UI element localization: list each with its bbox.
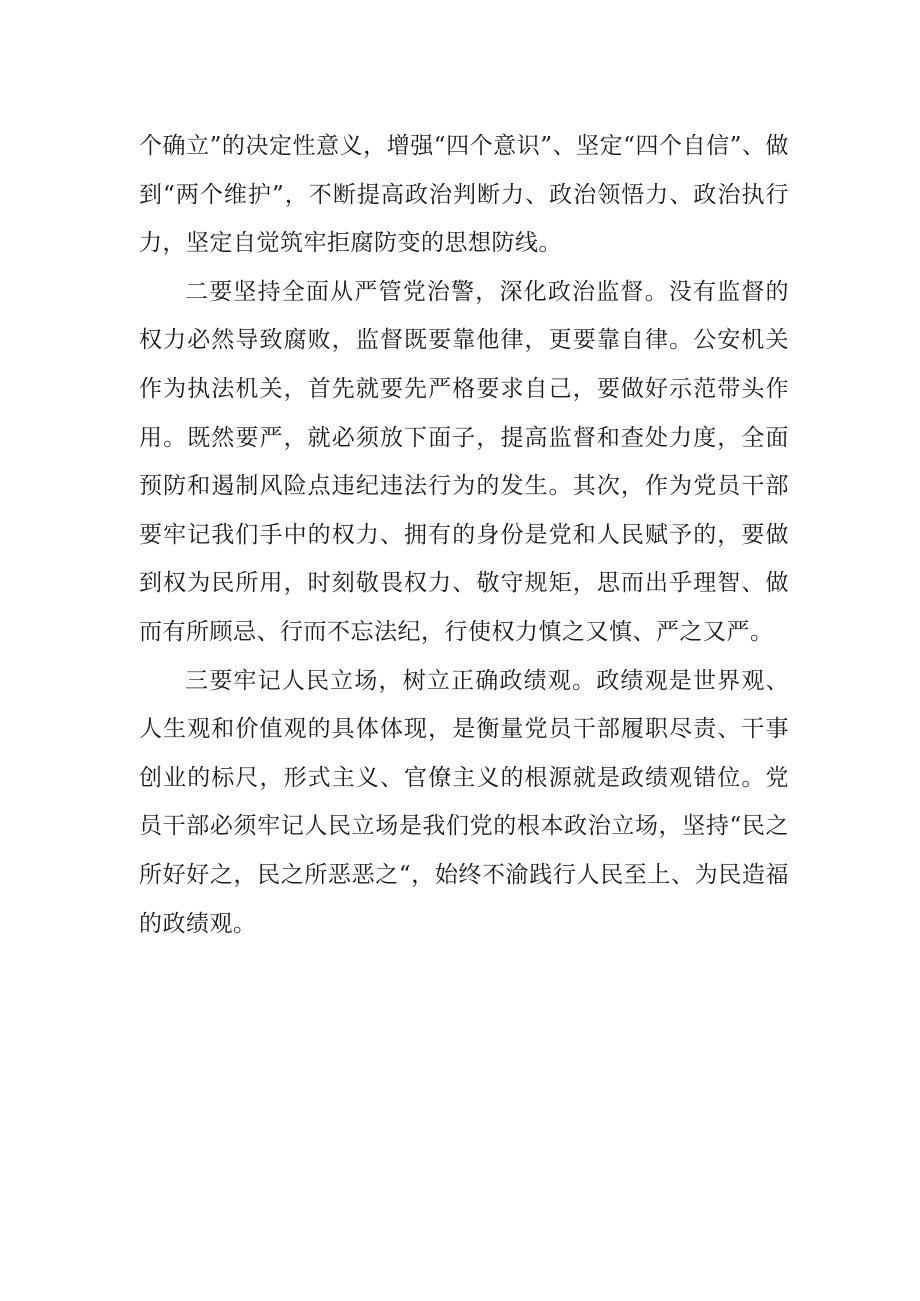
paragraph-continuation: 个确立”的决定性意义，增强“四个意识”、坚定“四个自信”、做到“两个维护”，不断提高政治判断力、政治领悟力、政治执行力，坚定自觉筑牢拒腐防变的思想防线。: [139, 133, 789, 257]
paragraph-supervision: 二要坚持全面从严管党治警，深化政治监督。没有监督的权力必然导致腐败，监督既要靠他律，更要靠自律。公安机关作为执法机关，首先就要先严格要求自己，要做好示范带头作用。既然要严，就必须放下面子，提高监督和查处力度，全面预防和遏制风险点违纪违法行为的发生。其次，作为党员干部要牢记我们手中的权力、拥有的身份是党和人民赋予的，要做到权为民所用，时刻敬畏权力、敬守规矩，思而出乎理智、做而有所顾忌、行而不忘法纪，行使权力慎之又慎、严之又严。: [139, 278, 789, 645]
paragraph-achievement-view: 三要牢记人民立场，树立正确政绩观。政绩观是世界观、人生观和价值观的具体体现，是衡量党员干部履职尽责、干事创业的标尺，形式主义、官僚主义的根源就是政绩观错位。党员干部必须牢记人民立场是我们党的根本政治立场，坚持“民之所好好之，民之所恶恶之“，始终不渝践行人民至上、为民造福的政绩观。: [139, 667, 789, 937]
document-body: [139, 122, 789, 948]
